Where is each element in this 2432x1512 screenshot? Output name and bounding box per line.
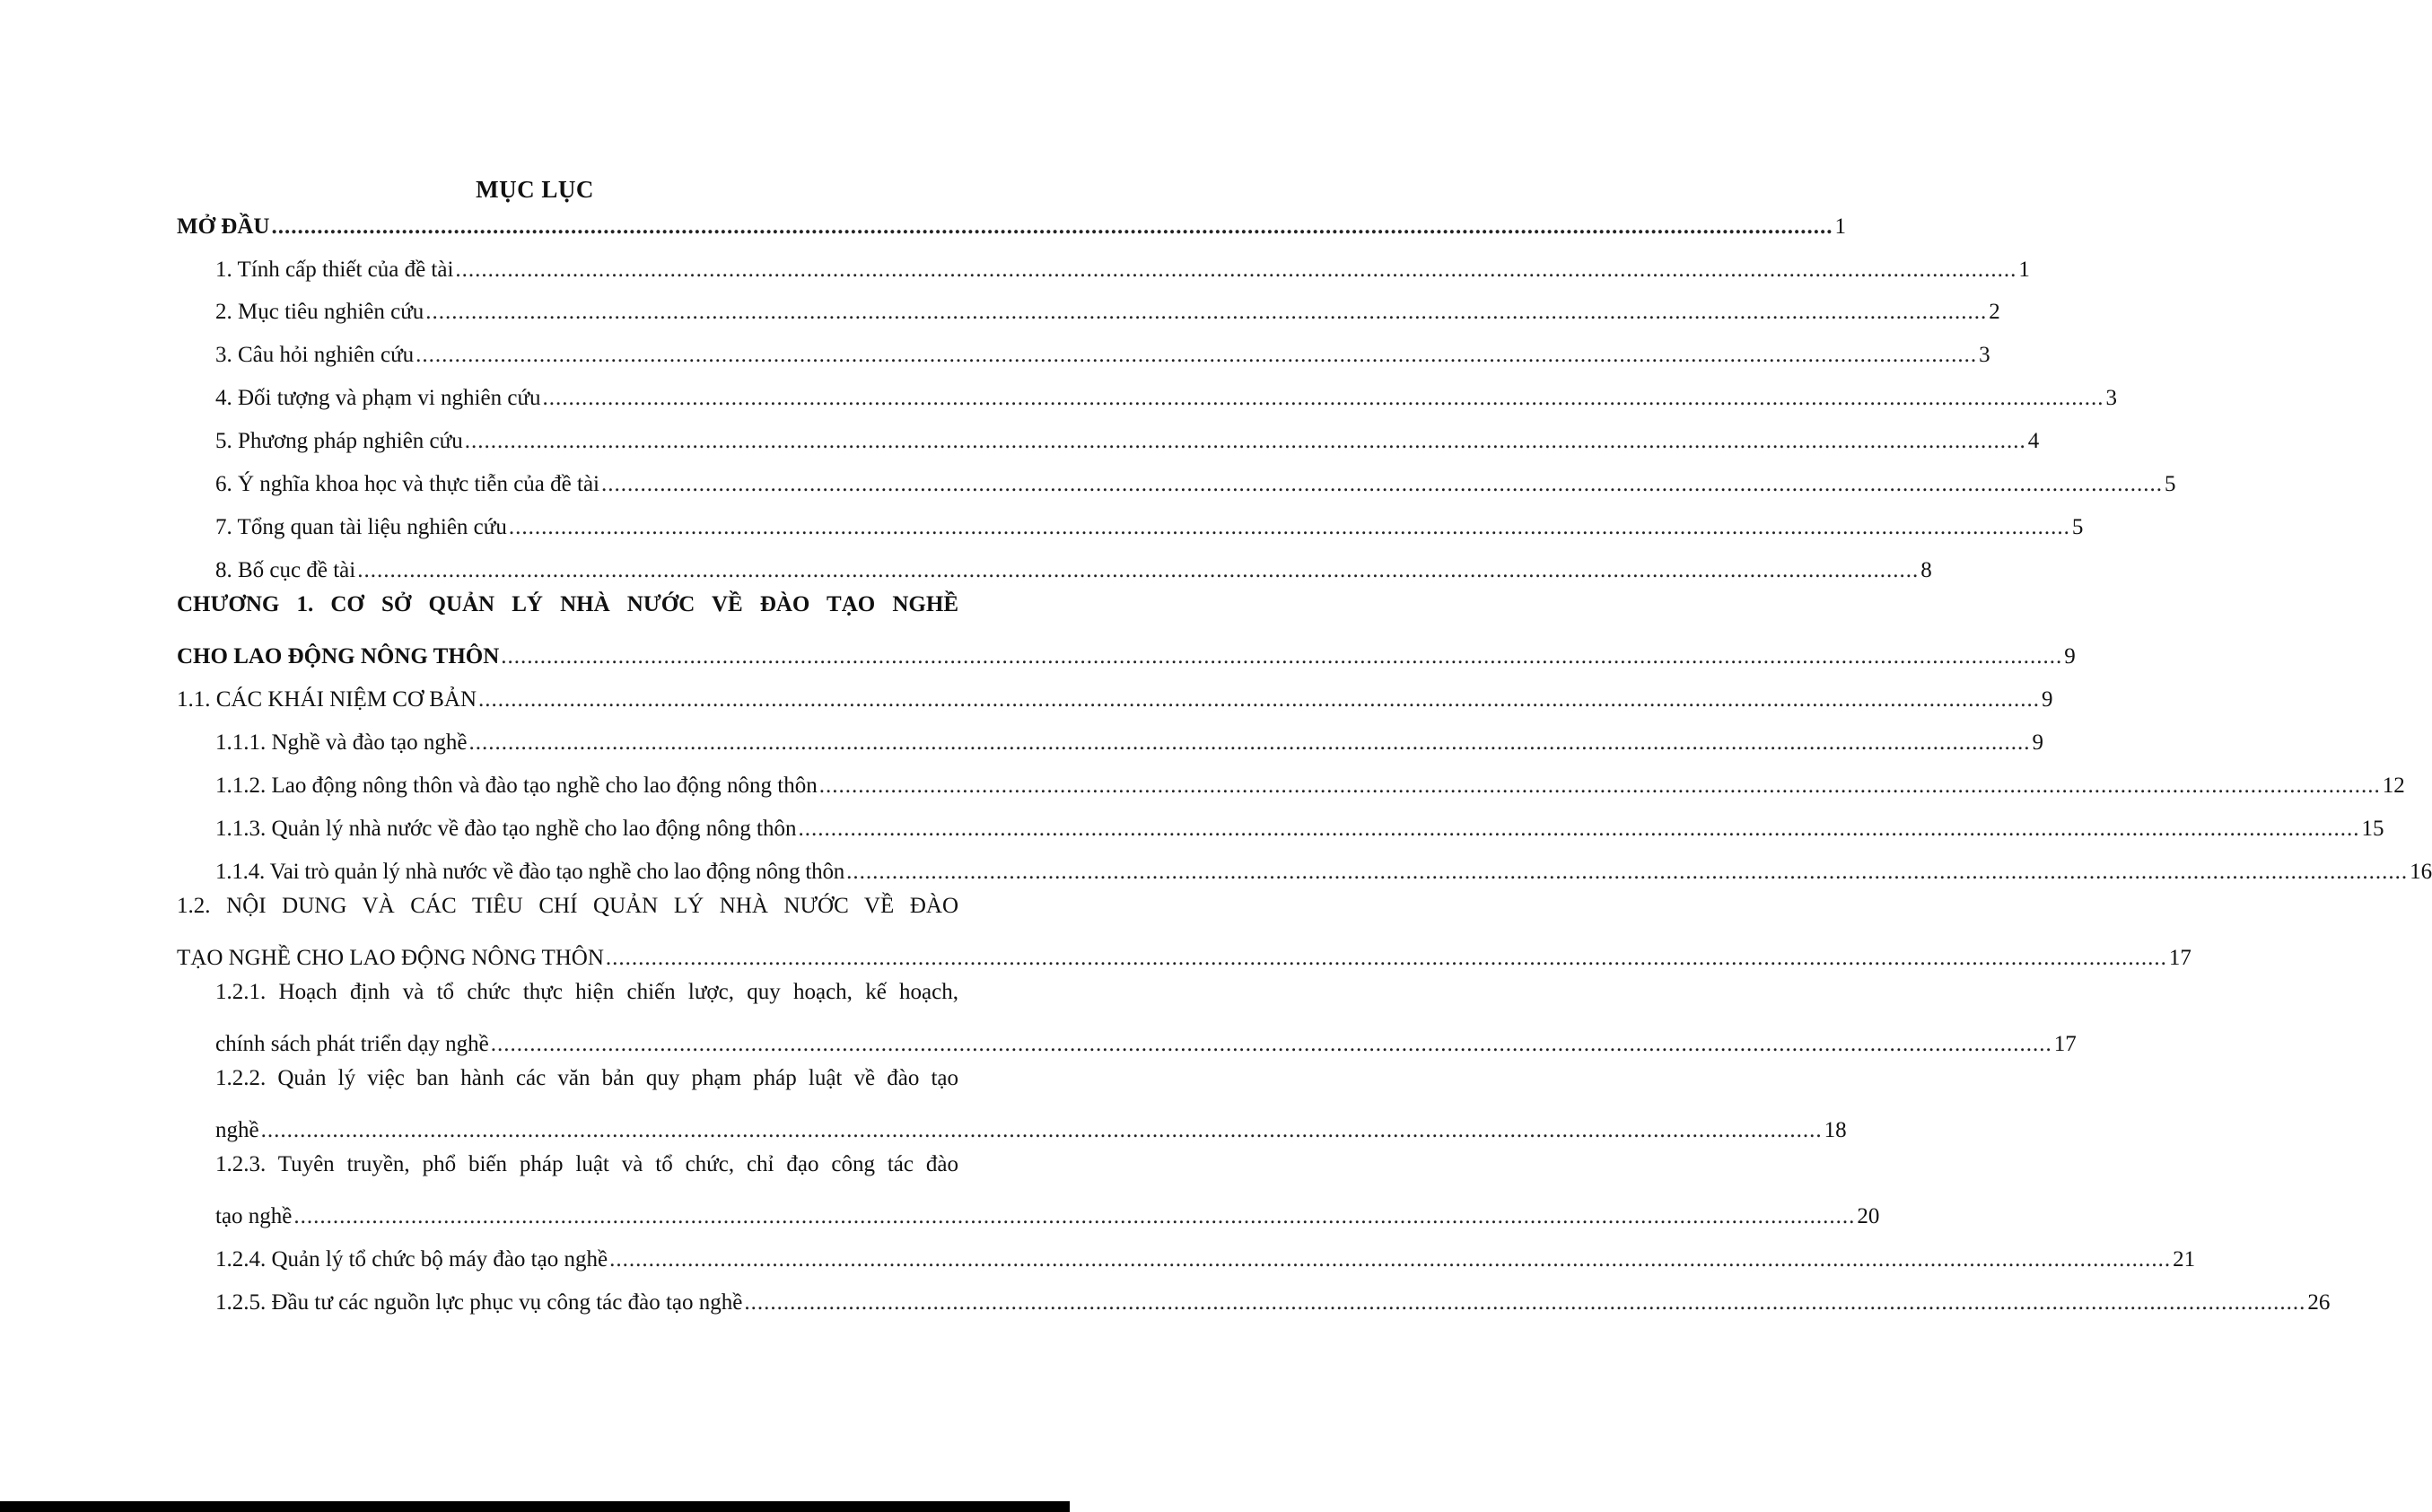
toc-entry[interactable] bbox=[215, 1237, 2196, 1273]
dot-leader: ................................................................................................................................................................................................................................................ bbox=[425, 300, 1988, 324]
toc-page-number: 15 bbox=[2361, 817, 2384, 841]
toc-chapter-heading-line[interactable]: CHƯƠNG 1. CƠ SỞ QUẢN LÝ NHÀ NƯỚC VỀ ĐÀO TẠO NGHỀ bbox=[177, 592, 958, 616]
toc-entry[interactable] bbox=[215, 505, 2084, 541]
toc-entry-label: 5. Phương pháp nghiên cứu bbox=[215, 429, 463, 453]
toc-entry-label: 1.1.2. Lao động nông thôn và đào tạo nghề cho lao động nông thôn bbox=[215, 773, 818, 798]
toc-entry[interactable] bbox=[215, 850, 2432, 886]
toc-entry-label: nghề bbox=[215, 1118, 259, 1142]
toc-page-number: 9 bbox=[2032, 730, 2043, 755]
dot-leader: ................................................................................................................................................................................................................................................ bbox=[501, 644, 2063, 669]
dot-leader: ................................................................................................................................................................................................................................................ bbox=[464, 429, 2026, 453]
dot-leader: ................................................................................................................................................................................................................................................ bbox=[846, 860, 2409, 884]
dot-leader: ................................................................................................................................................................................................................................................ bbox=[609, 1247, 2172, 1272]
dot-leader: ................................................................................................................................................................................................................................................ bbox=[798, 817, 2360, 841]
toc-page-number: 4 bbox=[2027, 429, 2040, 453]
toc-entry-heading-line[interactable]: 1.2.1. Hoạch định và tổ chức thực hiện chiến lược, quy hoạch, kế hoạch, bbox=[215, 980, 958, 1004]
toc-section-heading-line[interactable]: 1.2. NỘI DUNG VÀ CÁC TIÊU CHÍ QUẢN LÝ NHÀ NƯỚC VỀ ĐÀO bbox=[177, 894, 958, 918]
toc-entry-label: 1.2.5. Đầu tư các nguồn lực phục vụ công tác đào tạo nghề bbox=[215, 1290, 743, 1315]
toc-page-number: 9 bbox=[2064, 644, 2076, 669]
toc-entry[interactable] bbox=[215, 807, 2384, 843]
toc-page-number: 21 bbox=[2173, 1247, 2196, 1272]
toc-page-number: 12 bbox=[2382, 773, 2405, 798]
dot-leader: ................................................................................................................................................................................................................................................ bbox=[542, 386, 2104, 410]
toc-entry-heading-line[interactable]: 1.2.3. Tuyên truyền, phổ biến pháp luật và tổ chức, chỉ đạo công tác đào bbox=[215, 1152, 958, 1176]
toc-entry-label: 8. Bố cục đề tài bbox=[215, 558, 356, 582]
toc-page-number: 1 bbox=[2018, 258, 2030, 282]
toc-entry[interactable] bbox=[215, 721, 2043, 756]
dot-leader: ................................................................................................................................................................................................................................................ bbox=[455, 258, 2017, 282]
toc-entry[interactable] bbox=[215, 1194, 1880, 1230]
toc-entry[interactable] bbox=[215, 419, 2040, 455]
dot-leader: ................................................................................................................................................................................................................................................ bbox=[508, 515, 2070, 539]
toc-entry-label: chính sách phát triển dạy nghề bbox=[215, 1032, 489, 1056]
toc-entry-label: 1.2.4. Quản lý tổ chức bộ máy đào tạo nghề bbox=[215, 1247, 608, 1272]
toc-entry[interactable] bbox=[215, 462, 2176, 498]
toc-page-number: 5 bbox=[2165, 472, 2176, 496]
toc-entry[interactable] bbox=[215, 290, 2000, 326]
toc-page-number: 17 bbox=[2053, 1032, 2077, 1056]
toc-entry-label: 1.1. CÁC KHÁI NIỆM CƠ BẢN bbox=[177, 687, 477, 712]
toc-entry-label: 4. Đối tượng và phạm vi nghiên cứu bbox=[215, 386, 541, 410]
dot-leader: ................................................................................................................................................................................................................................................ bbox=[490, 1032, 2052, 1056]
toc-entry-label: 3. Câu hỏi nghiên cứu bbox=[215, 343, 415, 367]
toc-page-number: 18 bbox=[1824, 1118, 1847, 1142]
toc-entry-label: 1.1.1. Nghề và đào tạo nghề bbox=[215, 730, 468, 755]
toc-entry-label: 1.1.3. Quản lý nhà nước về đào tạo nghề cho lao động nông thôn bbox=[215, 817, 797, 841]
toc-entry[interactable] bbox=[215, 1108, 1847, 1144]
toc-entry-label: 1. Tính cấp thiết của đề tài bbox=[215, 258, 454, 282]
toc-page-number: 17 bbox=[2168, 946, 2191, 970]
toc-entry-mo-dau[interactable] bbox=[177, 205, 1846, 240]
toc-entry-label: 1.1.4. Vai trò quản lý nhà nước về đào tạo nghề cho lao động nông thôn bbox=[215, 860, 845, 884]
toc-entry-heading-line[interactable]: 1.2.2. Quản lý việc ban hành các văn bản quy phạm pháp luật về đào tạo bbox=[215, 1066, 958, 1090]
dot-leader: ................................................................................................................................................................................................................................................ bbox=[357, 558, 1920, 582]
toc-entry[interactable] bbox=[215, 333, 1990, 369]
dot-leader: ................................................................................................................................................................................................................................................ bbox=[818, 773, 2381, 798]
toc-page-number: 26 bbox=[2307, 1290, 2331, 1315]
dot-leader: ................................................................................................................................................................................................................................................ bbox=[271, 214, 1833, 239]
toc-page-number: 1 bbox=[1834, 214, 1846, 239]
scan-border bbox=[0, 1501, 1070, 1512]
toc-entry-label: TẠO NGHỀ CHO LAO ĐỘNG NÔNG THÔN bbox=[177, 946, 604, 970]
dot-leader: ................................................................................................................................................................................................................................................ bbox=[744, 1290, 2306, 1315]
toc-entry[interactable] bbox=[215, 1280, 2331, 1316]
toc-entry-label: 7. Tổng quan tài liệu nghiên cứu bbox=[215, 515, 507, 539]
toc-entry-label: MỞ ĐẦU bbox=[177, 214, 270, 239]
toc-entry[interactable] bbox=[215, 1022, 2077, 1058]
toc-entry-label: CHO LAO ĐỘNG NÔNG THÔN bbox=[177, 644, 500, 669]
dot-leader: ................................................................................................................................................................................................................................................ bbox=[260, 1118, 1823, 1142]
toc-entry-section[interactable] bbox=[177, 936, 2191, 972]
dot-leader: ................................................................................................................................................................................................................................................ bbox=[605, 946, 2167, 970]
toc-page-number: 2 bbox=[1989, 300, 2000, 324]
toc-entry-label: 2. Mục tiêu nghiên cứu bbox=[215, 300, 424, 324]
toc-entry-label: tạo nghề bbox=[215, 1204, 293, 1228]
toc-entry[interactable] bbox=[215, 764, 2405, 800]
toc-page-number: 5 bbox=[2071, 515, 2084, 539]
toc-entry-chapter-1[interactable] bbox=[177, 634, 2076, 670]
dot-leader: ................................................................................................................................................................................................................................................ bbox=[478, 687, 2041, 712]
toc-page-number: 16 bbox=[2410, 860, 2432, 884]
page-title: MỤC LỤC bbox=[476, 176, 594, 203]
toc-entry-section[interactable] bbox=[177, 677, 2053, 713]
toc-entry-label: 6. Ý nghĩa khoa học và thực tiễn của đề tài bbox=[215, 472, 599, 496]
toc-page-number: 3 bbox=[1979, 343, 1990, 367]
toc-page-number: 9 bbox=[2042, 687, 2053, 712]
toc-page-number: 8 bbox=[1920, 558, 1932, 582]
dot-leader: ................................................................................................................................................................................................................................................ bbox=[293, 1204, 1856, 1228]
toc-page-number: 20 bbox=[1857, 1204, 1880, 1228]
dot-leader: ................................................................................................................................................................................................................................................ bbox=[416, 343, 1978, 367]
toc-entry[interactable] bbox=[215, 548, 1932, 584]
toc-entry[interactable] bbox=[215, 248, 2030, 284]
dot-leader: ................................................................................................................................................................................................................................................ bbox=[468, 730, 2031, 755]
toc-entry[interactable] bbox=[215, 376, 2117, 412]
dot-leader: ................................................................................................................................................................................................................................................ bbox=[601, 472, 2163, 496]
toc-page-number: 3 bbox=[2105, 386, 2117, 410]
